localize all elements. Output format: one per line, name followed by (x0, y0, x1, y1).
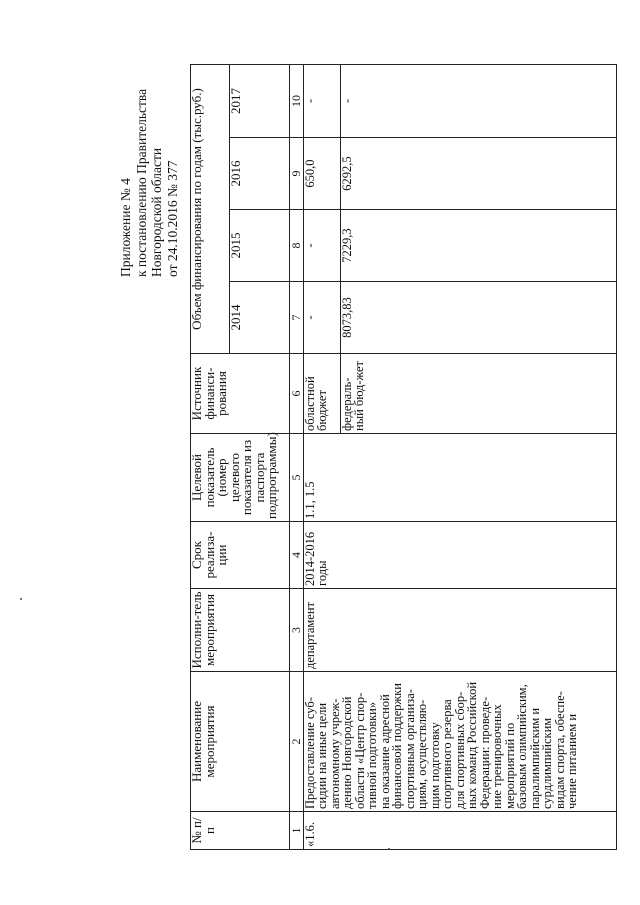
source-federal: федераль-ный бюд-жет (339, 361, 366, 431)
row-name-line: базовым олимпийским, (515, 684, 529, 809)
value-federal-2017: - (339, 98, 354, 104)
row-name-line: тивной подготовки» (365, 701, 379, 809)
value-regional-2016: 650,0 (304, 138, 341, 209)
header-year-2015: 2015 (230, 210, 290, 282)
row-sources (303, 354, 616, 434)
row-name-line: Федерации: проведе- (477, 696, 492, 809)
appendix-line-1: к постановлению Правительства (133, 88, 149, 277)
header-executor: Исполни-тель мероприятия (191, 589, 290, 672)
column-number: 3 (290, 589, 304, 672)
appendix-line-3: от 24.10.2016 № 377 (164, 160, 180, 277)
header-year-2017: 2017 (230, 64, 290, 137)
row-number: «1.6. (303, 812, 616, 850)
row-name-line: паралимпийским и (527, 707, 542, 809)
scan-speck (388, 848, 390, 850)
row-term: 2014-2016 годы (303, 522, 616, 589)
row-name-line: циям, осуществляю- (415, 699, 429, 809)
column-number: 4 (290, 522, 304, 589)
row-name-line: на оказание адресной (377, 694, 392, 809)
column-number: 8 (290, 210, 304, 282)
header-num: № п/п (191, 812, 290, 850)
header-source: Источник финанси-рования (191, 354, 290, 434)
row-name-line: для спортивных сбор- (452, 691, 467, 809)
row-name-line: ных команд Российской (465, 681, 479, 809)
header-funding: Объем финансирования по годам (тыс.руб.) (191, 64, 230, 353)
header-year-2014: 2014 (230, 282, 290, 354)
appendix-title: Приложение № 4 (118, 178, 133, 277)
row-executor: департамент (303, 589, 616, 672)
row-name-line: финансовой поддержки (390, 683, 404, 809)
column-number: 2 (290, 672, 304, 812)
value-federal-2016: 6292,5 (339, 156, 354, 191)
row-name-line: спортивного резерва (440, 699, 454, 809)
row-name-line: видам спорта, обеспе- (552, 691, 567, 809)
scan-speck (20, 598, 22, 600)
column-number: 9 (290, 138, 304, 210)
column-number: 6 (290, 354, 304, 434)
appendix-header (118, 37, 180, 277)
value-regional-2017: - (304, 65, 341, 137)
column-number: 10 (290, 64, 304, 137)
row-name-line: мероприятий по (502, 722, 517, 809)
table-header-row (191, 64, 230, 849)
row-name-line: сидии на иные цели (315, 702, 329, 809)
row-2016 (303, 138, 616, 210)
row-name (303, 672, 616, 812)
funding-table (190, 64, 617, 850)
value-regional-2015: - (304, 210, 341, 281)
column-number-row (290, 64, 304, 849)
value-regional-2014: - (304, 282, 341, 353)
row-name-line: области «Центр спор- (352, 692, 367, 809)
value-federal-2014: 8073,83 (339, 297, 354, 338)
row-name-line: спортивным организа- (402, 689, 417, 809)
row-2014 (303, 282, 616, 354)
column-number: 5 (290, 434, 304, 522)
row-2017 (303, 64, 616, 137)
header-name: Наименование мероприятия (191, 672, 290, 812)
row-name-line: дению Новгородской (340, 696, 354, 809)
header-year-2016: 2016 (230, 138, 290, 210)
column-number: 7 (290, 282, 304, 354)
header-indicator: Целевой показатель (номер целевого показателя из паспорта подпрограммы) (191, 434, 290, 522)
appendix-line-2: Новгородской области (149, 147, 164, 277)
header-term: Срок реализа-ции (191, 522, 290, 589)
row-2015 (303, 210, 616, 282)
row-indicator: 1.1, 1.5 (303, 434, 616, 522)
value-federal-2015: 7229,3 (339, 228, 354, 263)
table-row (303, 64, 616, 849)
row-name-line: щим подготовку (427, 722, 442, 809)
row-name-line: ние тренировочных (490, 704, 504, 809)
row-name-line: автономному учреж- (327, 698, 342, 809)
row-name-line: сурдлимпийским (540, 717, 554, 809)
column-number: 1 (290, 812, 304, 850)
source-regional: областной бюджет (304, 354, 341, 433)
row-name-line: Предоставление суб- (302, 697, 317, 809)
row-name-line: чение питанием и (565, 713, 579, 809)
